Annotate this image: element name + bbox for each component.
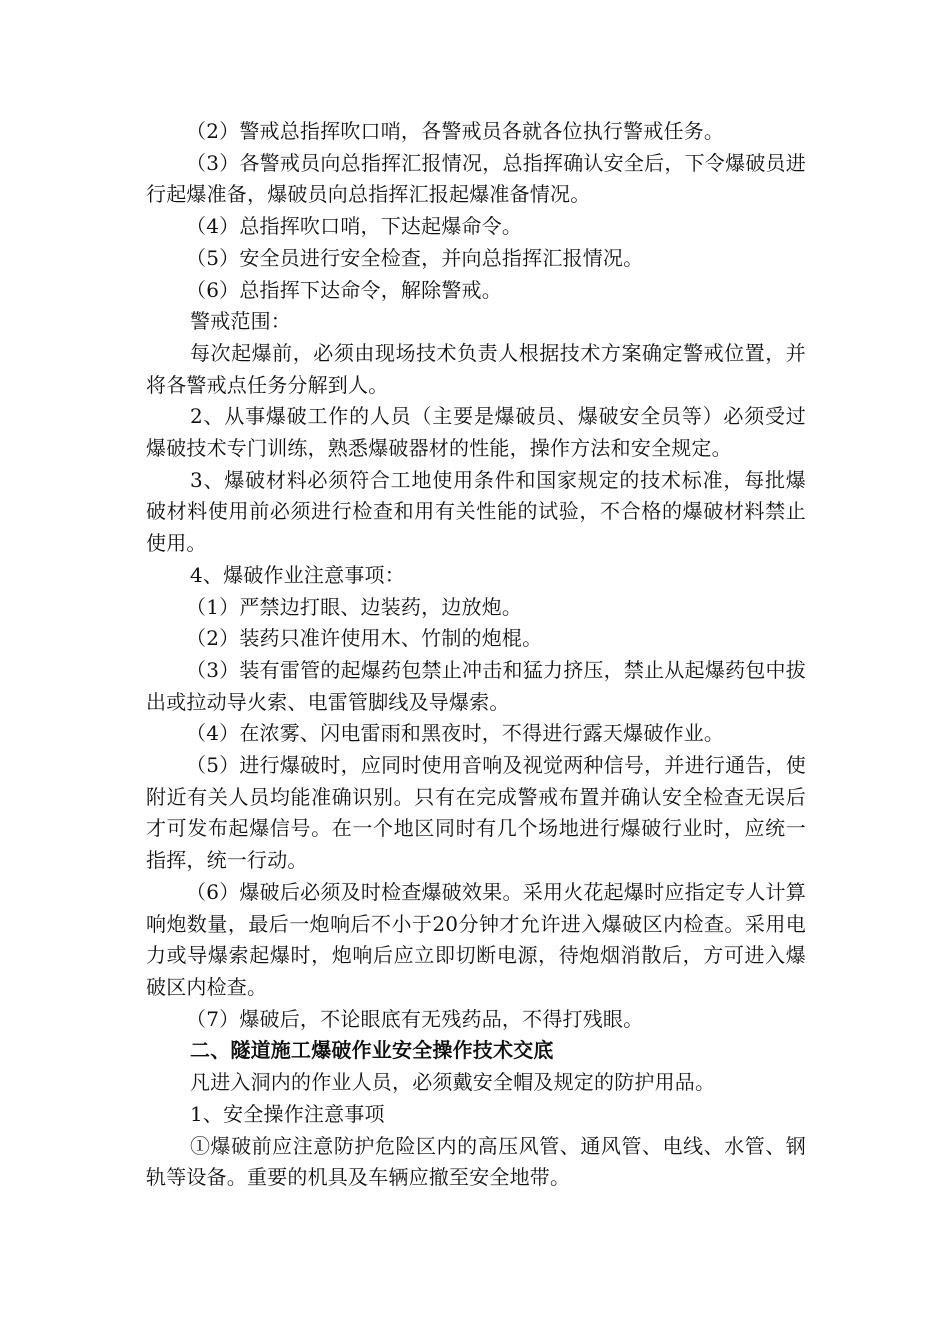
paragraph: 4、爆破作业注意事项： xyxy=(190,562,405,587)
paragraph: （3）各警戒员向总指挥汇报情况，总指挥确认安全后，下令爆破员进行起爆准备，爆破员向总指挥汇报起爆准备情况。 xyxy=(146,150,806,207)
paragraph: 3、爆破材料必须符合工地使用条件和国家规定的技术标准，每批爆破材料使用前必须进行检查和用有关性能的试验，不合格的爆破材料禁止使用。 xyxy=(146,467,806,556)
paragraph: （7）爆破后，不论眼底有无残药品，不得打残眼。 xyxy=(186,1006,644,1031)
paragraph: 1、安全操作注意事项 xyxy=(190,1101,385,1126)
paragraph: 每次起爆前，必须由现场技术负责人根据技术方案确定警戒位置，并将各警戒点任务分解到人。 xyxy=(146,340,806,397)
paragraph: 凡进入洞内的作业人员，必须戴安全帽及规定的防护用品。 xyxy=(190,1070,716,1095)
document-body xyxy=(146,116,806,1194)
paragraph: （6）爆破后必须及时检查爆破效果。采用火花起爆时应指定专人计算响炮数量，最后一炮响后不小于20分钟才允许进入爆破区内检查。采用电力或导爆索起爆时，炮响后应立即切断电源，待炮烟消散后，方可进入爆破区内检查。 xyxy=(146,879,806,999)
paragraph: （5）进行爆破时，应同时使用音响及视觉两种信号，并进行通告，使附近有关人员均能准确识别。只有在完成警戒布置并确认安全检查无误后才可发布起爆信号。在一个地区同时有几个场地进行爆破行业时，应统一指挥，统一行动。 xyxy=(146,753,806,873)
paragraph: （4）在浓雾、闪电雷雨和黑夜时，不得进行露天爆破作业。 xyxy=(186,721,725,746)
section-heading: 二、隧道施工爆破作业安全操作技术交底 xyxy=(190,1038,554,1063)
paragraph: ①爆破前应注意防护危险区内的高压风管、通风管、电线、水管、钢轨等设备。重要的机具及车辆应撤至安全地带。 xyxy=(146,1133,806,1190)
paragraph: （2）装药只准许使用木、竹制的炮棍。 xyxy=(186,626,543,651)
paragraph: （5）安全员进行安全检查，并向总指挥汇报情况。 xyxy=(186,245,644,270)
paragraph: （2）警戒总指挥吹口哨，各警戒员各就各位执行警戒任务。 xyxy=(186,119,725,143)
paragraph: （4）总指挥吹口哨，下达起爆命令。 xyxy=(186,214,523,239)
paragraph: （6）总指挥下达命令，解除警戒。 xyxy=(186,277,502,302)
paragraph: （1）严禁边打眼、边装药，边放炮。 xyxy=(186,594,523,619)
paragraph: 2、从事爆破工作的人员（主要是爆破员、爆破安全员等）必须受过爆破技术专门训练，熟悉爆破器材的性能，操作方法和安全规定。 xyxy=(146,404,806,461)
paragraph: （3）装有雷管的起爆药包禁止冲击和猛力挤压，禁止从起爆药包中拔出或拉动导火索、电雷管脚线及导爆索。 xyxy=(146,657,806,714)
paragraph: 警戒范围： xyxy=(190,309,291,334)
